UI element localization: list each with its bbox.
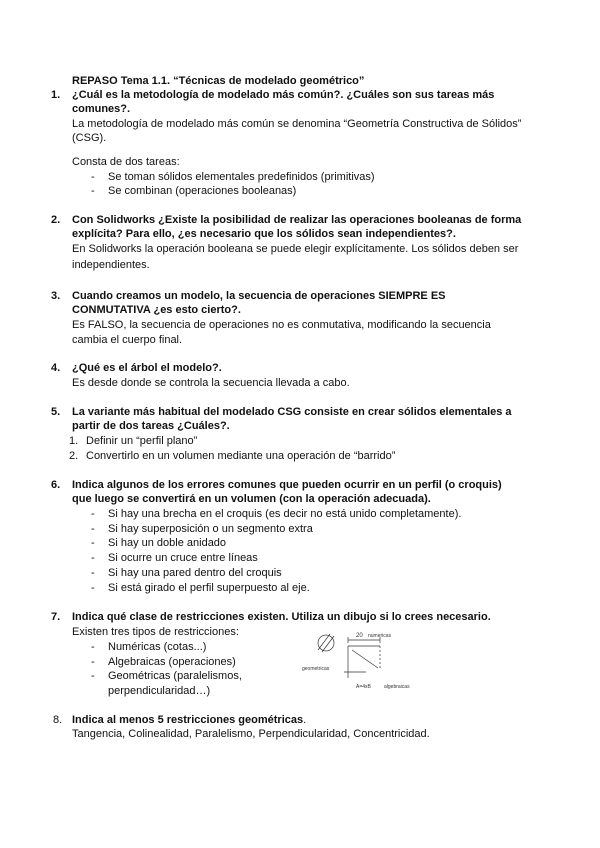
- question-text: Indica qué clase de restricciones existen. Utiliza un dibujo si lo crees necesario.: [72, 611, 491, 623]
- list-number: 1.: [69, 435, 79, 447]
- sketch-slash: [318, 634, 330, 650]
- bullet-item: Se combinan (operaciones booleanas): [108, 185, 297, 197]
- bullet-item: Algebraicas (operaciones): [108, 656, 236, 668]
- question-number: 7.: [51, 611, 61, 623]
- question-text: CONMUTATIVA ¿es esto cierto?.: [72, 304, 241, 316]
- answer-text: Tangencia, Colinealidad, Paralelismo, Perpendicularidad, Concentricidad.: [72, 728, 430, 740]
- bullet-item: Si hay un doble anidado: [108, 537, 227, 549]
- question-number: 2.: [51, 214, 61, 226]
- sketch-diagonal: [352, 650, 378, 668]
- question-number: 5.: [51, 406, 61, 418]
- bullet-item: Se toman sólidos elementales predefinidos (primitivas): [108, 171, 375, 183]
- question-number: 8.: [53, 714, 63, 726]
- answer-text: Consta de dos tareas:: [72, 156, 180, 168]
- answer-text: independientes.: [72, 259, 150, 271]
- list-item: Definir un “perfil plano”: [86, 435, 198, 447]
- question-text: comunes?.: [72, 103, 131, 115]
- question-text-bold: Indica al menos 5 restricciones geométricas: [72, 714, 304, 726]
- answer-text: En Solidworks la operación booleana se puede elegir explícitamente. Los sólidos deben ser: [72, 243, 519, 255]
- answer-text: Existen tres tipos de restricciones:: [72, 626, 239, 638]
- bullet-dash: -: [91, 582, 95, 594]
- question-text: Cuando creamos un modelo, la secuencia de operaciones SIEMPRE ES: [72, 290, 446, 302]
- question-number: 1.: [51, 89, 61, 101]
- bullet-dash: -: [91, 508, 95, 520]
- bullet-item: Si hay una pared dentro del croquis: [108, 567, 282, 579]
- question-number: 3.: [51, 290, 61, 302]
- question-text: que luego se convertirá en un volumen (con la operación adecuada).: [72, 493, 431, 505]
- answer-text: cambia el cuerpo final.: [72, 334, 183, 346]
- sketch-formula-label: A=4xB: [356, 684, 371, 690]
- bullet-dash: -: [91, 670, 95, 682]
- sketch-algebraic-label: algebraicas: [384, 684, 410, 690]
- sketch-circle: [318, 635, 334, 651]
- question-text-tail: .: [303, 714, 307, 726]
- bullet-item: Geométricas (paralelismos,: [108, 670, 242, 682]
- question-text: [72, 713, 306, 727]
- bullet-item: Si ocurre un cruce entre líneas: [108, 552, 258, 564]
- list-number: 2.: [69, 450, 79, 462]
- question-text: Con Solidworks ¿Existe la posibilidad de realizar las operaciones booleanas de forma: [72, 214, 522, 226]
- bullet-item: Si hay superposición o un segmento extra: [108, 523, 313, 535]
- sketch-slash: [322, 636, 334, 652]
- bullet-item: Numéricas (cotas...): [108, 641, 207, 653]
- bullet-dash: -: [91, 537, 95, 549]
- bullet-dash: -: [91, 656, 95, 668]
- bullet-item-continuation: perpendicularidad…): [108, 685, 211, 697]
- constraint-sketch: [300, 628, 450, 694]
- sketch-dimension-label: 20: [356, 633, 363, 639]
- bullet-dash: -: [91, 567, 95, 579]
- sketch-numeric-label: numericas: [368, 633, 392, 639]
- bullet-dash: -: [91, 641, 95, 653]
- answer-text: La metodología de modelado más común se denomina “Geometría Constructiva de Sólidos”: [72, 118, 522, 130]
- answer-text: Es desde donde se controla la secuencia llevada a cabo.: [72, 377, 350, 389]
- list-item: Convertirlo en un volumen mediante una operación de “barrido”: [86, 450, 396, 462]
- question-text: Indica algunos de los errores comunes que pueden ocurrir en un perfil (o croquis): [72, 479, 502, 491]
- question-text: ¿Cuál es la metodología de modelado más común?. ¿Cuáles son sus tareas más: [72, 89, 495, 101]
- question-text: explícita? Para ello, ¿es necesario que los sólidos sean independientes?.: [72, 228, 456, 240]
- answer-text: (CSG).: [72, 132, 107, 144]
- bullet-item: Si está girado el perfil superpuesto al eje.: [108, 582, 310, 594]
- question-text: ¿Qué es el árbol el modelo?.: [72, 362, 222, 374]
- question-number: 4.: [51, 362, 61, 374]
- bullet-dash: -: [91, 185, 95, 197]
- question-text: La variante más habitual del modelado CSG consiste en crear sólidos elementales a: [72, 406, 512, 418]
- bullet-dash: -: [91, 523, 95, 535]
- question-text: partir de dos tareas ¿Cuáles?.: [72, 420, 230, 432]
- question-number: 6.: [51, 479, 61, 491]
- bullet-dash: -: [91, 171, 95, 183]
- bullet-dash: -: [91, 552, 95, 564]
- page-title: REPASO Tema 1.1. “Técnicas de modelado geométrico”: [72, 75, 365, 87]
- answer-text: Es FALSO, la secuencia de operaciones no es conmutativa, modificando la secuencia: [72, 319, 491, 331]
- bullet-item: Si hay una brecha en el croquis (es decir no está unido completamente).: [108, 508, 462, 520]
- sketch-geometric-label: geometricas: [302, 666, 330, 672]
